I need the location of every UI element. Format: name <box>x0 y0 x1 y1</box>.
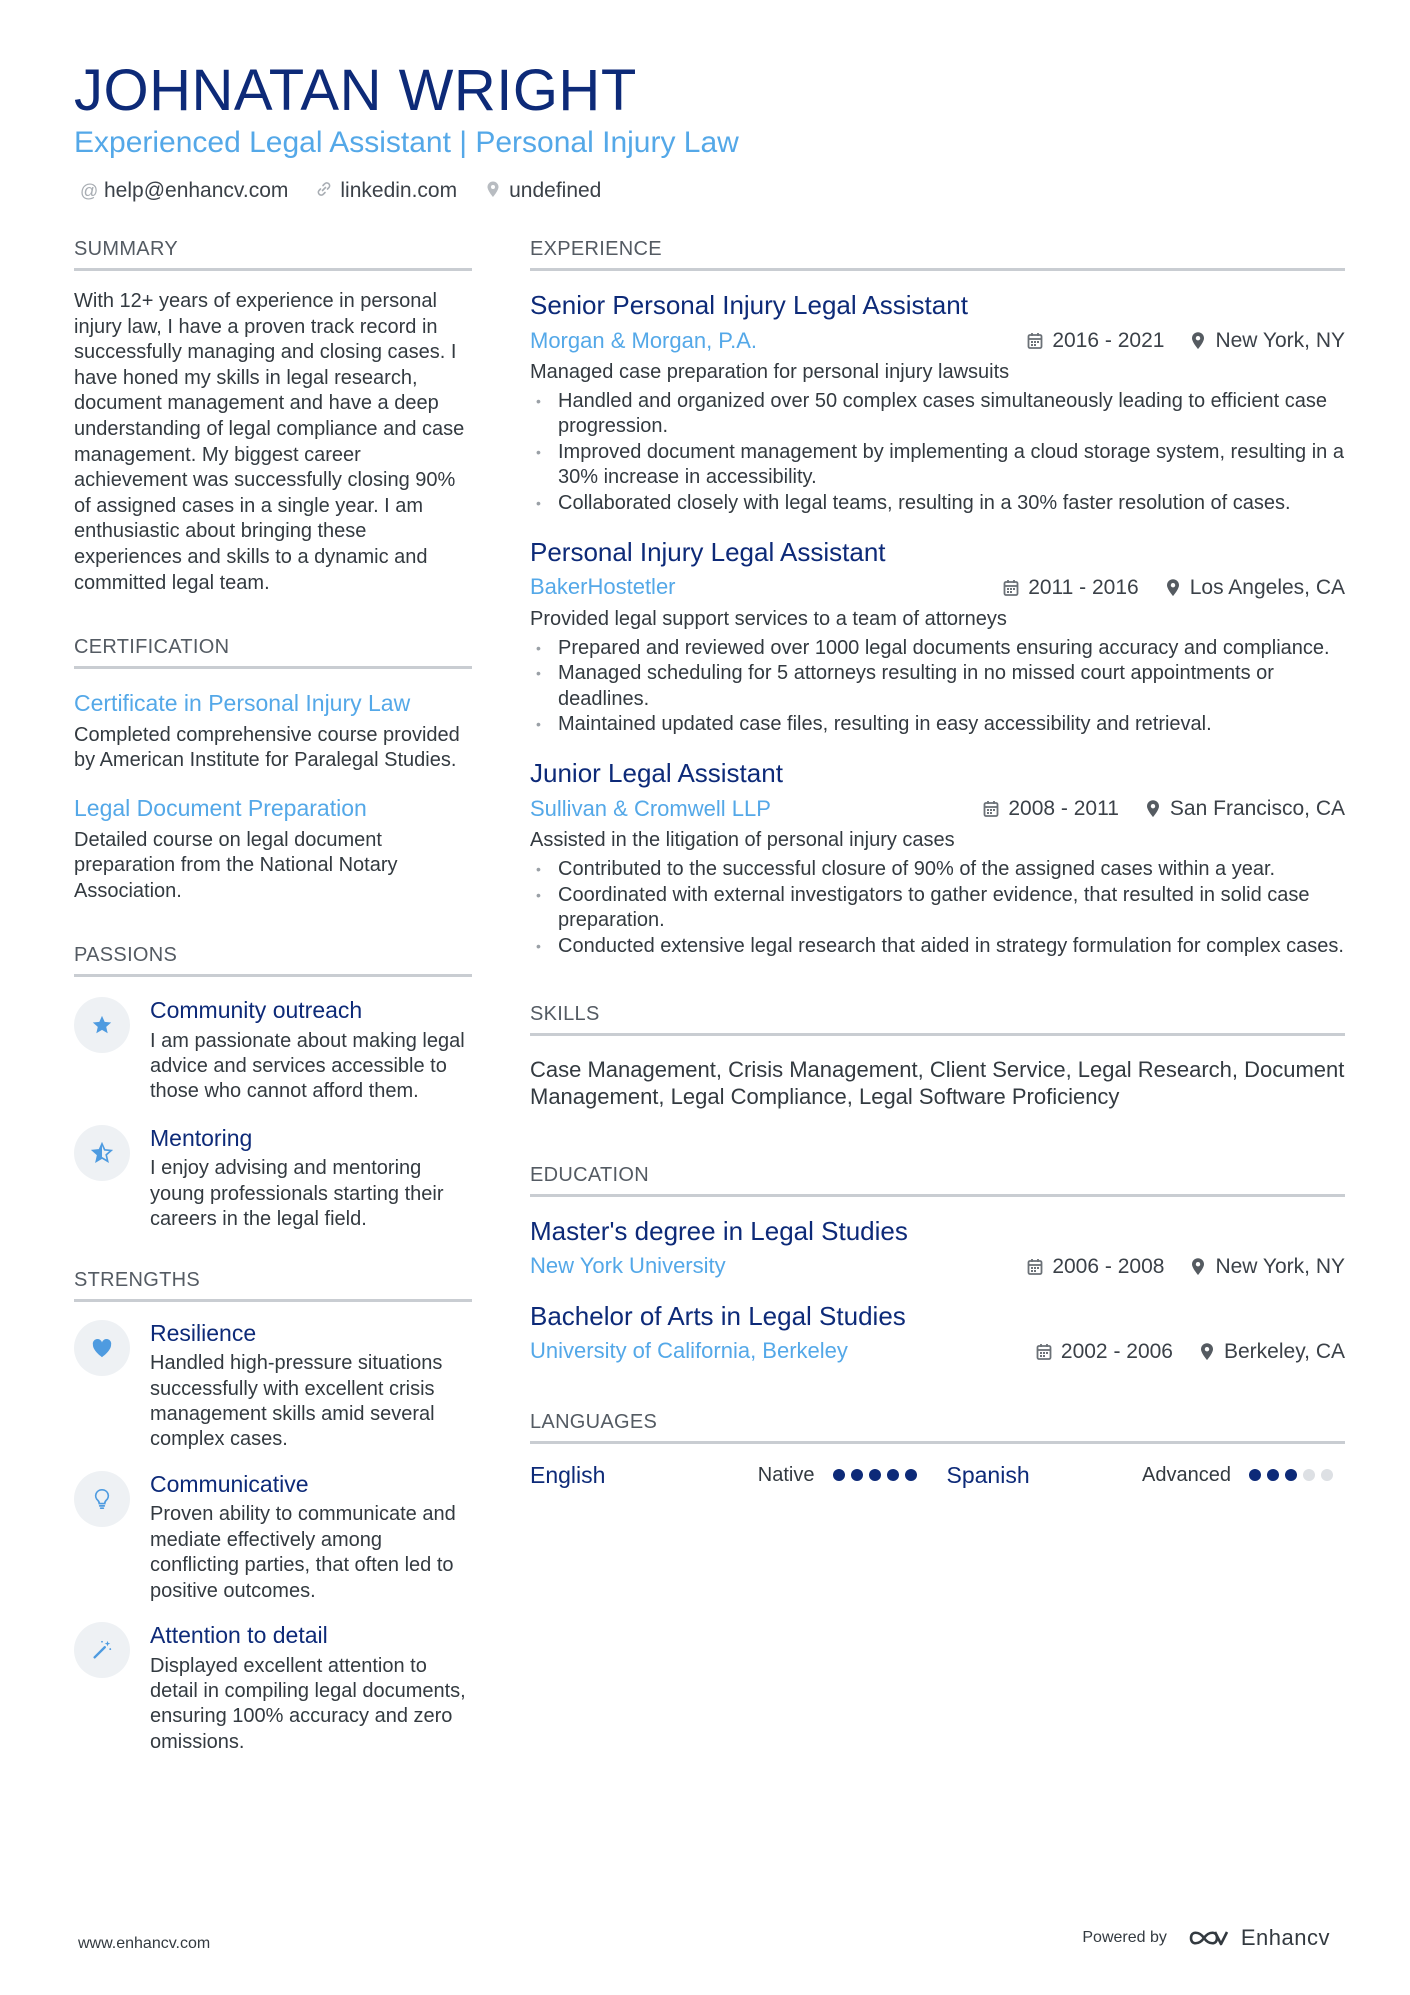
heart-icon <box>74 1320 130 1376</box>
strength-title: Resilience <box>150 1319 257 1346</box>
rating-dot-filled <box>1267 1469 1279 1481</box>
education-location: Berkeley, CA <box>1224 1339 1345 1363</box>
job-description: Provided legal support services to a team of attorneys <box>530 607 1007 630</box>
passion-title: Mentoring <box>150 1124 253 1151</box>
link-icon <box>316 181 332 200</box>
company-name: Sullivan & Cromwell LLP <box>530 795 771 821</box>
strength-title: Communicative <box>150 1470 309 1497</box>
language-rating <box>833 1469 917 1481</box>
education-dates: 2006 - 2008 <box>1052 1254 1165 1278</box>
calendar-icon <box>1036 1343 1052 1361</box>
job-title: Junior Legal Assistant <box>530 758 783 789</box>
passion-title: Community outreach <box>150 996 363 1023</box>
location-text: undefined <box>509 179 602 202</box>
map-pin-icon <box>1145 800 1161 818</box>
email-text: help@enhancv.com <box>104 179 289 202</box>
calendar-icon <box>1003 579 1019 597</box>
job-bullet: • Managed scheduling for 5 attorneys resulting in no missed court appointments or deadlines. <box>530 661 1345 712</box>
job-entry <box>530 757 1345 959</box>
job-dates: 2008 - 2011 <box>1008 797 1119 821</box>
job-location: Los Angeles, CA <box>1189 575 1345 599</box>
map-pin-icon <box>1165 579 1181 597</box>
job-bullets <box>530 389 1345 516</box>
strength-title: Attention to detail <box>150 1622 328 1648</box>
enhancv-logo[interactable] <box>1187 1925 1330 1951</box>
passion-item <box>74 997 472 1105</box>
rating-dot-empty <box>1303 1469 1315 1481</box>
passion-desc: I am passionate about making legal advice and services accessible to those who cannot afford them. <box>150 1029 465 1103</box>
magic-wand-icon <box>74 1622 130 1678</box>
map-pin-icon <box>1190 332 1206 350</box>
summary-heading: SUMMARY <box>74 238 472 271</box>
calendar-icon <box>1027 1258 1043 1276</box>
job-bullet: • Collaborated closely with legal teams, resulting in a 30% faster resolution of cases. <box>530 491 1345 516</box>
school-name: New York University <box>530 1253 726 1279</box>
right-column <box>530 238 1345 1489</box>
brand-name: Enhancv <box>1240 1925 1330 1950</box>
language-level: Native <box>757 1463 815 1486</box>
lightbulb-icon <box>74 1471 130 1527</box>
strength-item <box>74 1471 472 1604</box>
company-name: BakerHostetler <box>530 574 676 600</box>
job-bullets <box>530 636 1345 738</box>
at-icon: @ <box>80 180 99 201</box>
language-name: English <box>530 1461 606 1488</box>
job-description: Assisted in the litigation of personal injury cases <box>530 829 955 852</box>
contact-linkedin[interactable] <box>316 180 457 201</box>
job-bullets <box>530 857 1345 959</box>
language-item <box>947 1462 1346 1489</box>
contact-email[interactable] <box>80 180 288 201</box>
map-pin-icon <box>1199 1343 1215 1361</box>
languages-list <box>530 1462 1345 1489</box>
experience-heading: EXPERIENCE <box>530 238 1345 271</box>
certification-item <box>74 689 472 774</box>
contact-location <box>485 180 601 201</box>
rating-dot-filled <box>833 1469 845 1481</box>
powered-by-text: Powered by <box>1082 1929 1167 1946</box>
degree-title: Master's degree in Legal Studies <box>530 1215 908 1246</box>
job-bullet: • Coordinated with external investigators to gather evidence, that resulted in solid case preparation. <box>530 883 1345 934</box>
language-level: Advanced <box>1142 1463 1231 1486</box>
education-dates: 2002 - 2006 <box>1060 1339 1173 1363</box>
language-item <box>530 1462 929 1489</box>
enhancv-logo-icon <box>1187 1926 1231 1950</box>
rating-dot-filled <box>1285 1469 1297 1481</box>
certification-title: Legal Document Preparation <box>74 794 367 821</box>
linkedin-text: linkedin.com <box>340 179 458 202</box>
candidate-title: Experienced Legal Assistant | Personal Injury Law <box>74 126 739 159</box>
half-star-icon <box>74 1125 130 1181</box>
job-title: Senior Personal Injury Legal Assistant <box>530 290 968 320</box>
job-dates: 2016 - 2021 <box>1052 328 1165 352</box>
job-location: New York, NY <box>1215 328 1345 352</box>
job-title: Personal Injury Legal Assistant <box>530 536 886 567</box>
certification-heading: CERTIFICATION <box>74 636 472 669</box>
rating-dot-empty <box>1321 1469 1333 1481</box>
job-bullet: • Prepared and reviewed over 1000 legal documents ensuring accuracy and compliance. <box>530 636 1345 661</box>
job-entry <box>530 536 1345 738</box>
degree-title: Bachelor of Arts in Legal Studies <box>530 1300 906 1331</box>
calendar-icon <box>1027 332 1043 350</box>
job-location: San Francisco, CA <box>1169 797 1345 821</box>
company-name: Morgan & Morgan, P.A. <box>530 327 758 353</box>
strength-desc: Handled high-pressure situations successfully with excellent crisis management skills amid several complex cases. <box>150 1352 443 1451</box>
certification-desc: Completed comprehensive course provided by American Institute for Paralegal Studies. <box>74 724 460 772</box>
job-entry <box>530 289 1345 516</box>
education-location: New York, NY <box>1215 1254 1345 1278</box>
summary-text: With 12+ years of experience in personal injury law, I have a proven track record in successfully managing and closing cases. I have honed my skills in legal research, document management and have a deep understanding of legal compliance and case management. My biggest career achievement was successfully closing 90% of assigned cases in a single year. I am enthusiastic about bringing these experiences and skills to a dynamic and committed legal team. <box>74 290 465 594</box>
rating-dot-filled <box>905 1469 917 1481</box>
map-pin-icon <box>485 181 501 201</box>
certification-title: Certificate in Personal Injury Law <box>74 690 411 717</box>
calendar-icon <box>983 800 999 818</box>
passions-heading: PASSIONS <box>74 944 472 977</box>
rating-dot-filled <box>869 1469 881 1481</box>
skills-heading: SKILLS <box>530 1003 1345 1036</box>
rating-dot-filled <box>851 1469 863 1481</box>
contact-bar <box>80 180 601 201</box>
school-name: University of California, Berkeley <box>530 1338 848 1364</box>
strength-item <box>74 1622 472 1755</box>
language-rating <box>1249 1469 1333 1481</box>
rating-dot-filled <box>1249 1469 1261 1481</box>
job-bullet: • Conducted extensive legal research that aided in strategy formulation for complex cases. <box>530 934 1345 959</box>
strength-desc: Proven ability to communicate and mediate effectively among conflicting parties, that often led to positive outcomes. <box>150 1503 456 1602</box>
passion-desc: I enjoy advising and mentoring young professionals starting their careers in the legal field. <box>150 1157 444 1231</box>
certification-item <box>74 794 472 904</box>
job-bullet: • Maintained updated case files, resulting in easy accessibility and retrieval. <box>530 712 1345 737</box>
certification-desc: Detailed course on legal document preparation from the National Notary Association. <box>74 828 398 902</box>
job-dates: 2011 - 2016 <box>1028 575 1139 599</box>
education-item <box>530 1215 1345 1280</box>
footer-branding <box>1082 1925 1330 1951</box>
rating-dot-filled <box>887 1469 899 1481</box>
job-description: Managed case preparation for personal injury lawsuits <box>530 360 1010 383</box>
job-bullet: • Improved document management by implementing a cloud storage system, resulting in a 30% increase in accessibility. <box>530 440 1345 491</box>
left-column <box>74 238 472 1755</box>
education-heading: EDUCATION <box>530 1164 1345 1197</box>
passion-item <box>74 1125 472 1233</box>
job-bullet: • Contributed to the successful closure of 90% of the assigned cases within a year. <box>530 857 1345 882</box>
language-name: Spanish <box>946 1461 1030 1488</box>
languages-heading: LANGUAGES <box>530 1411 1345 1444</box>
map-pin-icon <box>1190 1258 1206 1276</box>
candidate-name: JOHNATAN WRIGHT <box>74 58 637 123</box>
job-bullet: • Handled and organized over 50 complex cases simultaneously leading to efficient case progression. <box>530 389 1345 440</box>
strength-desc: Displayed excellent attention to detail in compiling legal documents, ensuring 100% accuracy and zero omissions. <box>150 1654 466 1753</box>
strengths-heading: STRENGTHS <box>74 1269 472 1302</box>
skills-text: Case Management, Crisis Management, Client Service, Legal Research, Document Management, Legal Compliance, Legal Software Proficiency <box>530 1056 1345 1109</box>
education-item <box>530 1300 1345 1365</box>
star-icon <box>74 997 130 1053</box>
footer-website[interactable]: www.enhancv.com <box>78 1935 211 1952</box>
strength-item <box>74 1320 472 1453</box>
